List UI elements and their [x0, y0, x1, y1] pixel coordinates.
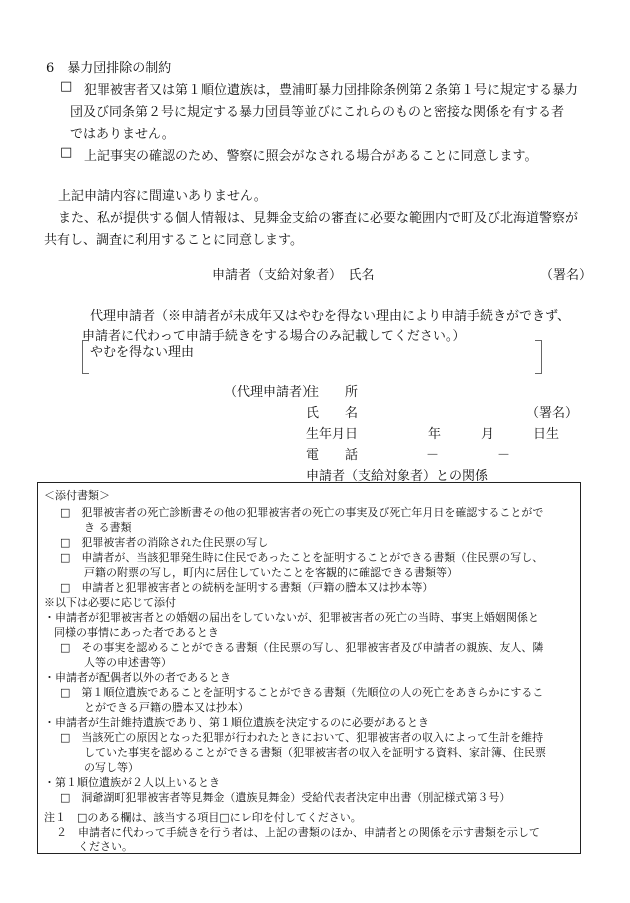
applicant-name-label: 申請者（支給対象者） 氏名 — [212, 268, 375, 283]
applicant-name-field[interactable] — [384, 262, 534, 280]
month-label: 月 — [481, 427, 495, 442]
optional-note: ※以下は必要に応じて添付 — [44, 596, 176, 609]
condition-heading: ・申請者が犯罪被害者との婚姻の届出をしていないが、犯罪被害者の死亡の当時、事実上婚姻関係と — [44, 611, 539, 624]
dob-label: 生年月日 — [306, 427, 359, 442]
attachments-box — [37, 482, 581, 854]
attachment-item-cont: の写し等） — [84, 761, 139, 774]
phone-separator: － — [426, 448, 440, 463]
clause-text: 上記事実の確認のため、警察に照会がなされる場合があることに同意します。 — [84, 149, 538, 164]
checkbox-police-consent[interactable]: □ — [60, 145, 73, 160]
condition-heading: ・第１順位遺族が２人以上いるとき — [44, 776, 220, 789]
attachment-item-cont: していた事実を認めることができる書類（犯罪被害者の収入を証明する資料、家計簿、住民票 — [84, 746, 546, 759]
phone-separator: － — [497, 448, 511, 463]
checkbox-not-gang-member[interactable]: □ — [60, 79, 73, 94]
proxy-title: 申請者に代わって申請手続きをする場合のみ記載してください。） — [82, 329, 466, 344]
year-label: 年 — [428, 427, 442, 442]
attachment-item-cont: き る書類 — [84, 521, 132, 534]
address-label: 住 所 — [306, 385, 359, 400]
proxy-title: 代理申請者（※申請者が未成年又はやむを得ない理由により申請手続きができず、 — [90, 309, 570, 324]
attachments-header: ＜添付書類＞ — [44, 489, 110, 502]
clause-text: ではありません。 — [70, 127, 175, 142]
attachment-item[interactable]: □ その事実を認めることができる書類（住民票の写し、犯罪被害者及び申請者の親族、友人、隣 — [60, 641, 544, 654]
applicant-signature-label: （署名） — [540, 268, 593, 283]
attachment-item[interactable]: □ 犯罪被害者の消除された住民票の写し — [60, 536, 269, 549]
condition-heading: ・申請者が配偶者以外の者であるとき — [44, 671, 231, 684]
clause-text: 団及び同条第２号に規定する暴力団員等並びにこれらのものと密接な関係を有する者 — [70, 105, 565, 120]
bracket-left — [82, 340, 89, 374]
declaration-text: 共有し、調査に利用することに同意します。 — [44, 233, 303, 248]
condition-heading: ・申請者が生計維持遺族であり、第１順位遺族を決定するのに必要があるとき — [44, 716, 429, 729]
proxy-signature-label: （署名） — [526, 406, 579, 421]
attachment-item[interactable]: □ 犯罪被害者の死亡診断書その他の犯罪被害者の死亡の事実及び死亡年月日を確認することがで — [60, 506, 544, 519]
section-heading: 6 暴力団排除の制約 — [46, 61, 172, 76]
attachment-item-cont: 人等の申述書等） — [84, 656, 172, 669]
attachment-item-cont: とができる戸籍の謄本又は抄本） — [84, 701, 249, 714]
proxy-group-label: （代理申請者） — [224, 385, 316, 400]
attachment-item[interactable]: □ 洞爺湖町犯罪被害者等見舞金（遺族見舞金）受給代表者決定申出書（別記様式第３号） — [60, 791, 511, 804]
note-1: 注１ □のある欄は、該当する項目□にレ印を付してください。 — [44, 811, 362, 824]
attachment-item[interactable]: □ 当該死亡の原因となった犯罪が行われたときにおいて、犯罪被害者の収入によって生計を維持 — [60, 731, 544, 744]
declaration-text: 上記申請内容に間違いありません。 — [58, 189, 267, 204]
name-label: 氏 名 — [306, 406, 359, 421]
reason-box[interactable] — [82, 340, 542, 374]
bracket-right — [535, 340, 542, 374]
attachment-item-cont: 戸籍の附票の写し，町内に居住していたことを客観的に確認できる書類等） — [84, 566, 458, 579]
note-2: ２ 申請者に代わって手続きを行う者は、上記の書類のほか、申請者との関係を示す書類を示して — [56, 826, 540, 839]
clause-text: 犯罪被害者又は第１順位遺族は，豊浦町暴力団排除条例第２条第１号に規定する暴力 — [84, 83, 579, 98]
condition-heading-cont: 同様の事情にあった者であるとき — [54, 626, 219, 639]
reason-label: やむを得ない理由 — [90, 345, 195, 360]
phone-label: 電 話 — [306, 448, 359, 463]
relation-label: 申請者（支給対象者）との関係 — [306, 469, 489, 484]
note-2-cont: ください。 — [78, 840, 133, 853]
attachment-item[interactable]: □ 申請者と犯罪被害者との続柄を証明する書類（戸籍の謄本又は抄本等） — [60, 581, 434, 594]
attachment-item[interactable]: □ 申請者が、当該犯罪発生時に住民であったことを証明することができる書類（住民票の写し、 — [60, 551, 544, 564]
birth-day-label: 日生 — [533, 427, 560, 442]
declaration-text: また、私が提供する個人情報は、見舞金支給の審査に必要な範囲内で町及び北海道警察が — [58, 211, 579, 226]
attachment-item[interactable]: □ 第１順位遺族であることを証明することができる書類（先順位の人の死亡をあきらかにするこ — [60, 686, 544, 699]
